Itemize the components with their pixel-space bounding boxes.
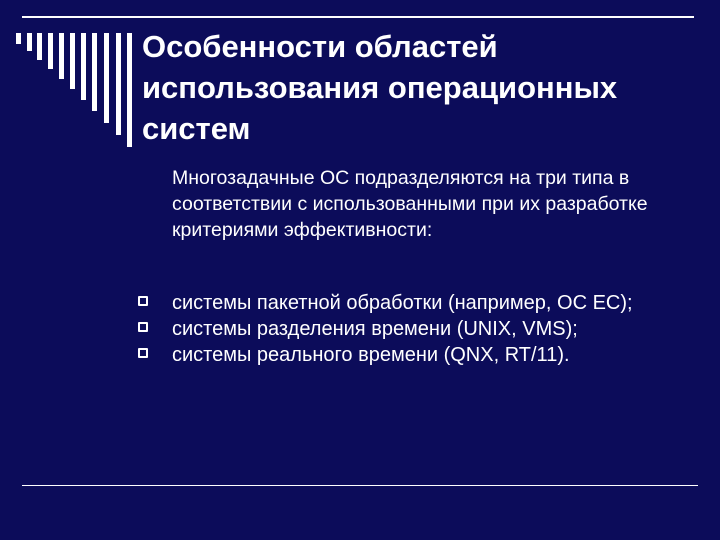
list-item-text: системы реального времени (QNX, RT/11). (172, 344, 570, 366)
bullet-list (128, 290, 708, 368)
hollow-square-icon (138, 322, 148, 332)
list-item-text: системы разделения времени (UNIX, VMS); (172, 318, 578, 340)
bottom-divider-line (22, 485, 698, 486)
hollow-square-icon (138, 296, 148, 306)
hollow-square-icon (138, 348, 148, 358)
list-item-text: системы пакетной обработки (например, ОС ЕС); (172, 292, 633, 314)
list-item (128, 316, 708, 342)
slide-title: Особенности областей использования операционных систем (142, 29, 618, 146)
list-item (128, 290, 708, 316)
vertical-bars-decor (16, 33, 136, 153)
top-divider-line (22, 16, 694, 18)
list-item (128, 342, 708, 368)
intro-paragraph: Многозадачные ОС подразделяются на три типа в соответствии с использованными при их разработке критериями эффективности: (172, 167, 648, 241)
